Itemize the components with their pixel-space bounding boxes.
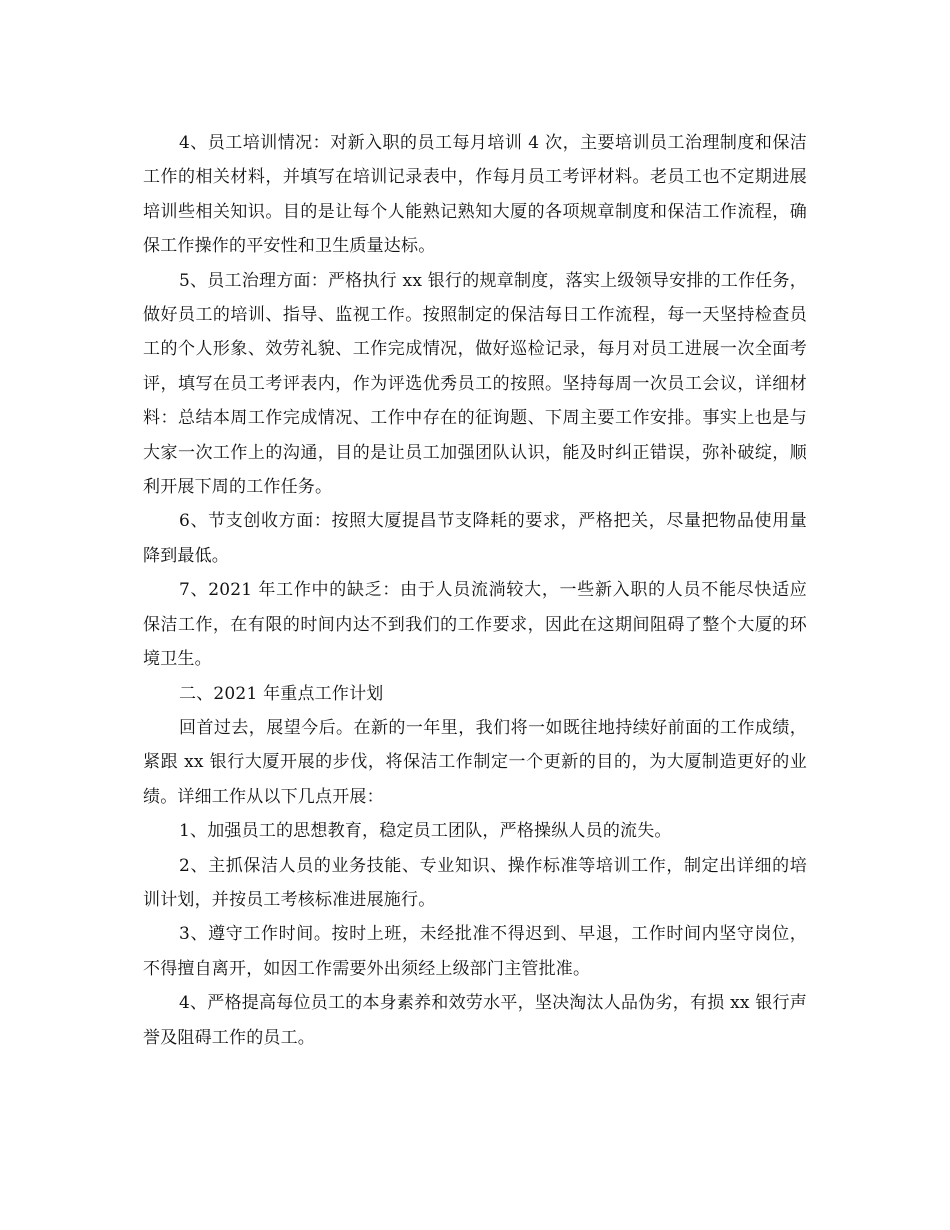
plan-item-3: 3、遵守工作时间。按时上班，未经批准不得迟到、早退，工作时间内坚守岗位，不得擅自离开，如因工作需要外出须经上级部门主管批准。 xyxy=(143,924,807,979)
paragraph-cost-saving: 6、节支创收方面：按照大厦提昌节支降耗的要求，严格把关，尽量把物品使用量降到最低。 xyxy=(143,511,807,566)
paragraph-shortcomings: 7、2021 年工作中的缺乏：由于人员流淌较大，一些新入职的人员不能尽快适应保洁工作，在有限的时间内达不到我们的工作要求，因此在这期间阻碍了整个大厦的环境卫生。 xyxy=(143,580,807,670)
paragraph-management: 5、员工治理方面：严格执行 xx 银行的规章制度，落实上级领导安排的工作任务，做好员工的培训、指导、监视工作。按照制定的保洁每日工作流程，每一天坚持检查员工的个人形象、效劳礼貌、工作完成情况，做好巡检记录，每月对员工进展一次全面考评，填写在员工考评表内，作为评选优秀员工的按照。坚持每周一次员工会议，详细材料：总结本周工作完成情况、工作中存在的征询题、下周主要工作安排。事实上也是与大家一次工作上的沟通，目的是让员工加强团队认识，能及时纠正错误，弥补破绽，顺利开展下周的工作任务。 xyxy=(143,270,807,498)
plan-item-2: 2、主抓保洁人员的业务技能、专业知识、操作标准等培训工作，制定出详细的培训计划，并按员工考核标准进展施行。 xyxy=(143,855,807,910)
paragraph-outlook: 回首过去，展望今后。在新的一年里，我们将一如既往地持续好前面的工作成绩，紧跟 xx 银行大厦开展的步伐，将保洁工作制定一个更新的目的，为大厦制造更好的业绩。详细工作从以下几点开展： xyxy=(143,717,807,807)
section-heading-plan: 二、2021 年重点工作计划 xyxy=(179,683,384,704)
plan-item-1: 1、加强员工的思想教育，稳定员工团队，严格操纵人员的流失。 xyxy=(179,821,672,842)
paragraph-training: 4、员工培训情况：对新入职的员工每月培训 4 次，主要培训员工治理制度和保洁工作的相关材料，并填写在培训记录表中，作每月员工考评材料。老员工也不定期进展培训些相关知识。目的是让每个人能熟记熟知大厦的各项规章制度和保洁工作流程，确保工作操作的平安性和卫生质量达标。 xyxy=(143,133,807,257)
document-body xyxy=(143,126,807,1055)
plan-item-4: 4、严格提高每位员工的本身素养和效劳水平，坚决淘汰人品伪劣，有损 xx 银行声誉及阻碍工作的员工。 xyxy=(143,993,807,1048)
